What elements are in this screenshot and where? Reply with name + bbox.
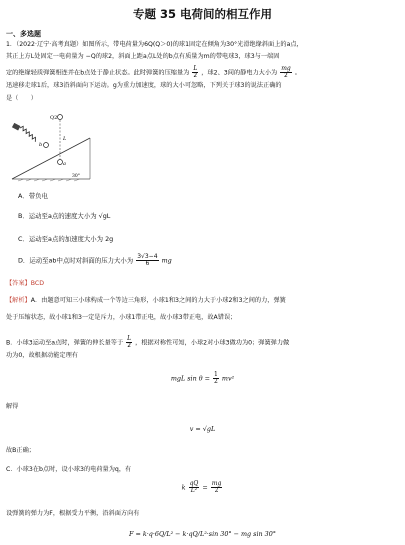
- eq3-left-fraction: [189, 481, 200, 494]
- analysis-a1: A．由题意可知三小球构成一个等边三角形，小球1和3之间的力大于小球2和3之间的力，弹簧: [30, 297, 286, 304]
- option-b-key: B．: [18, 212, 29, 220]
- answer-line: [6, 280, 44, 288]
- option-a-key: A．: [18, 192, 29, 200]
- analysis-b-fraction: [126, 336, 132, 349]
- question-line-3c: 。: [294, 69, 301, 77]
- section-heading: 一、多选题: [6, 30, 41, 38]
- equation-spring-force: F = k·q·6Q/L² − k·qQ/L²·sin 30° − mg sin 30°: [129, 530, 276, 538]
- frac-den: 2: [193, 72, 198, 79]
- eq3-k: k: [181, 483, 186, 492]
- eq3-equals: =: [202, 483, 208, 492]
- analysis-b-line-2: 功为0，故根据动能定理有: [6, 352, 78, 359]
- spring: [12, 123, 39, 142]
- analysis-b-conclusion: 故B正确；: [6, 447, 35, 454]
- option-c-text: 运动至a点的加速度大小为 2g: [28, 235, 114, 243]
- label-l: L: [63, 136, 67, 142]
- answer-label: 【答案】: [6, 280, 31, 287]
- eq3-den: L²: [190, 487, 198, 494]
- option-a[interactable]: [18, 191, 48, 200]
- option-d-tail: mg: [161, 256, 172, 265]
- option-c-key: C．: [18, 235, 29, 243]
- force-fraction: [280, 66, 292, 79]
- question-line-3b: ，球2、3间的静电力大小为: [201, 69, 278, 77]
- equation-energy: [0, 372, 405, 385]
- equation-force-balance: [0, 481, 405, 494]
- compression-fraction: [192, 66, 198, 79]
- question-line-5: 是（ ）: [6, 95, 37, 102]
- ball-2-dot: [58, 115, 63, 120]
- analysis-b1: B．小球3运动至a点时，弹簧的伸长量等于: [6, 339, 124, 347]
- label-b: b: [39, 142, 43, 148]
- frac2-den: 2: [284, 72, 288, 79]
- eq1-left: mgL sin θ =: [170, 374, 210, 383]
- answer-value: BCD: [30, 280, 44, 287]
- label-q2: Q2: [50, 115, 58, 121]
- equation-velocity: v = √gL: [189, 425, 216, 433]
- question-line-3a: 定的绝缘轻质弹簧相连并在b点处于静止状态。此时弹簧的压缩量为: [6, 69, 190, 77]
- frac2-num: mg: [281, 65, 291, 72]
- label-a: a: [63, 161, 66, 167]
- analysis-c-line-2: 设弹簧的弹力为F，根据受力平衡，沿斜面方向有: [6, 510, 140, 517]
- analysis-c-line-1: C．小球3在b点时，设小球3的电荷量为q，有: [6, 466, 132, 473]
- ball-1-dot: [58, 160, 63, 165]
- incline-figure: [8, 108, 94, 184]
- analysis-b1-tail: ，根据对称性可知，小球2对小球3做功为0；弹簧弹力做: [135, 339, 290, 347]
- eq3-rnum: mg: [211, 480, 222, 487]
- analysis-b-frac-num: L: [127, 335, 132, 342]
- eq1-right: mv²: [221, 374, 235, 383]
- option-d-frac-den: 6: [145, 260, 150, 267]
- analysis-a-line-2: 处于压缩状态，故小球1和3一定是斥力，小球1带正电，故小球3带正电，故A错误；: [6, 314, 237, 321]
- option-d-key: D．: [18, 256, 30, 265]
- option-c[interactable]: [18, 234, 113, 243]
- eq3-right-fraction: [211, 481, 223, 494]
- question-line-3: [6, 66, 301, 79]
- option-d[interactable]: [18, 254, 172, 267]
- ball-3-dot: [44, 143, 49, 148]
- option-d-fraction: [136, 254, 158, 267]
- question-line-4: 迅速移走球1后，球3沿斜面向下运动。g为重力加速度，球的大小可忽略，下列关于球3的说法正确的: [6, 82, 282, 89]
- option-d-text: 运动至ab中点时对斜面的压力大小为: [29, 256, 134, 265]
- eq1-frac-den: 2: [214, 378, 218, 385]
- analysis-b-line-1: [6, 336, 289, 349]
- question-line-1: 1．（2022·辽宁·高考真题）如图所示，带电荷量为6Q(Q＞0)的球1固定在倾角为30°光滑绝缘斜面上的a点，: [6, 41, 303, 48]
- eq3-num: qQ: [189, 480, 199, 487]
- option-b[interactable]: [18, 211, 110, 220]
- analysis-a-line-1: [6, 297, 286, 305]
- option-a-text: 带负电: [28, 192, 48, 200]
- option-b-text: 运动至a点的速度大小为 √gL: [28, 212, 111, 220]
- solve-label: 解得: [6, 403, 19, 410]
- page-title: 专题 35 电荷间的相互作用: [132, 7, 272, 21]
- eq3-rden: 2: [214, 487, 219, 494]
- analysis-b-frac-den: 2: [127, 342, 132, 349]
- question-line-2: 其正上方L处固定一电荷量为 −Q的球2，斜面上距a点L处的b点有质量为m的带电球3，球3与一端固: [6, 53, 280, 60]
- eq1-fraction: [213, 372, 219, 385]
- analysis-label: 【解析】: [6, 297, 31, 304]
- label-angle: 30°: [72, 174, 80, 179]
- frac-num: L: [193, 65, 198, 72]
- option-d-frac-num: 3√3−4: [137, 253, 158, 260]
- eq1-frac-num: 1: [214, 371, 218, 378]
